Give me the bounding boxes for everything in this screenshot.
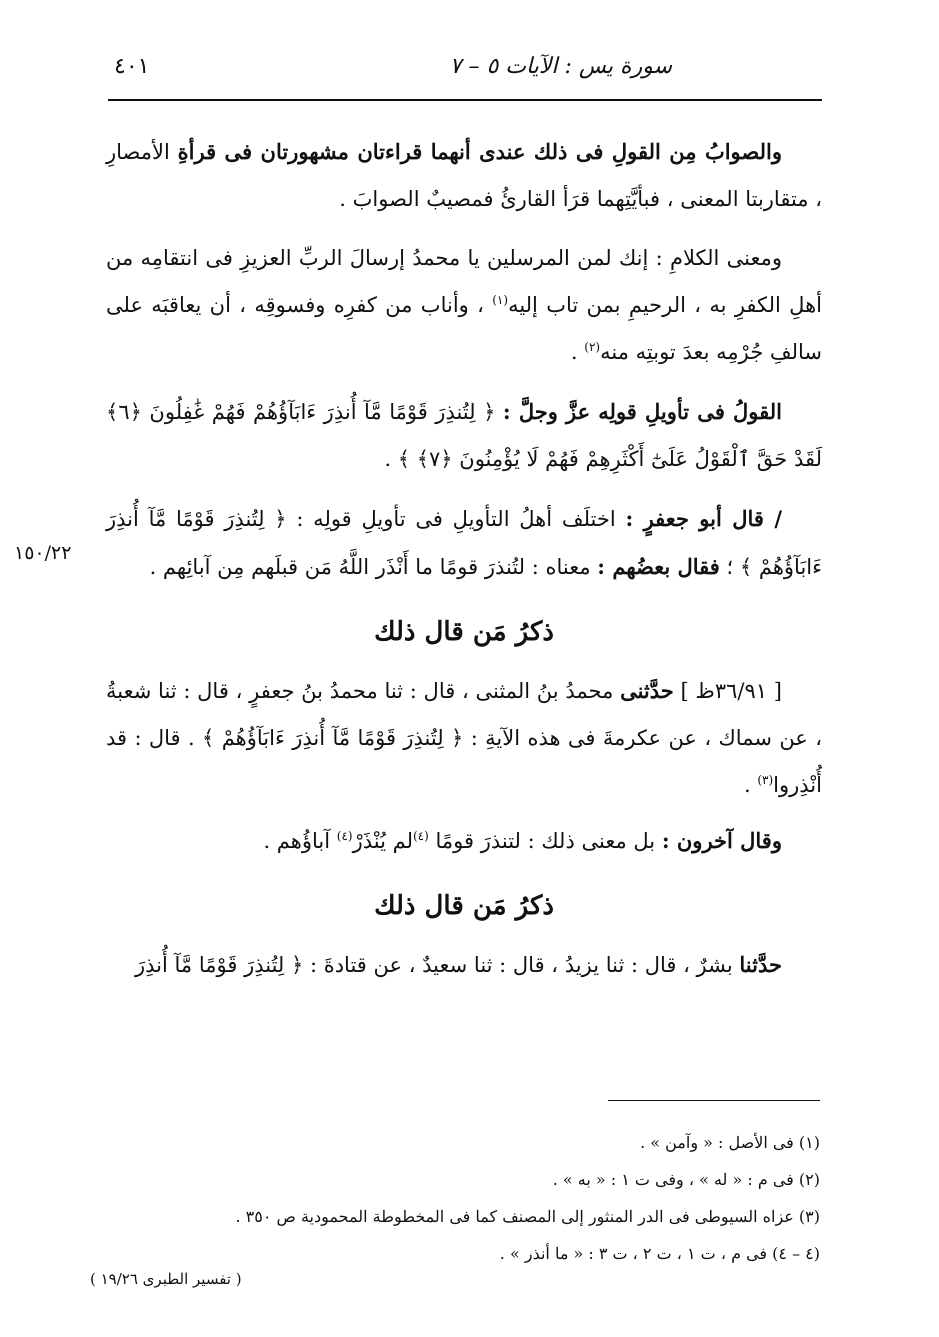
paragraph-4-lead2: فقال بعضُهم :	[597, 554, 720, 579]
narration-1-lead: حدَّثنى	[620, 678, 674, 703]
others-text: بل معنى ذلك : لتنذرَ قومًا	[428, 829, 662, 853]
running-title: سورة يس : الآيات ٥ – ٧	[449, 54, 672, 79]
page-number: ٤٠١	[114, 54, 150, 79]
paragraph-3-lead: القولُ فى تأويلِ قولِه عزَّ وجلَّ :	[502, 399, 782, 424]
narration-2-text: بشرٌ ، قال : ثنا يزيدُ ، قال : ثنا سعيدٌ ، عن قتادةَ : ﴿ لِتُنذِرَ قَوْمًا مَّآ أُنذِرَ	[135, 953, 740, 977]
narration-2	[106, 941, 822, 989]
margin-reference: ١٥٠/٢٢	[14, 542, 72, 564]
footnote-2: (٢) فى م : « له » ، وفى ت ١ : « به » .	[552, 1170, 820, 1189]
narration-1	[106, 667, 822, 809]
others-lead: وقال آخرون :	[661, 828, 782, 853]
footnote-ref-4a: (٤)	[412, 829, 429, 843]
section-heading-2: ذكرُ مَن قال ذلك	[374, 891, 554, 921]
narration-1-end: .	[743, 773, 758, 797]
manuscript-ref: [ ٣٦/٩١ظ ]	[680, 679, 782, 703]
paragraph-2-text-cont: ، وأناب من كفرِه وفسوقِه ، أن يعاقبَه على سالفِ جُرْمِه بعدَ توبتِه منه	[106, 293, 822, 364]
footnotes	[108, 1124, 820, 1272]
others-text-3: آباؤُهم .	[263, 829, 337, 853]
paragraph-1-text: الأمصارِ ، متقاربتا المعنى ، فبأيَّتِهما قرَأ القارئُ فمصيبٌ الصوابَ .	[106, 140, 822, 211]
narration-2-lead: حدَّثنا	[739, 952, 782, 977]
footnote-rule	[608, 1100, 820, 1101]
footnote-ref-1: (١)	[492, 293, 509, 307]
quran-verse: ﴿ لِتُنذِرَ قَوْمًا مَّآ أُنذِرَ ءَابَآؤُهُمْ فَهُمْ غَٰفِلُونَ ﴿٦﴾ لَقَدْ حَقَّ ٱلْقَوْلُ عَلَىٰٓ أَكْثَرِهِمْ فَهُمْ لَا يُؤْمِنُونَ ﴿٧﴾ ﴾ .	[106, 400, 822, 471]
footnote-ref-3: (٣)	[757, 773, 774, 787]
narration-1-text: محمدُ بنُ المثنى ، قال : ثنا محمدُ بنُ جعفرٍ ، قال : ثنا شعبةُ ، عن سماك ، عن عكرمةَ فى هذه الآيةِ : ﴿ لِتُنذِرَ قَوْمًا مَّآ أُنذِرَ ءَابَآؤُهُمْ ﴾ . قال : قد أُنْذِروا	[106, 679, 822, 797]
paragraph-1-lead: والصوابُ مِن القولِ فى ذلك عندى أنهما قراءتان مشهورتان فى قرأةِ	[177, 139, 782, 164]
header-rule	[108, 99, 822, 101]
paragraph-4-text2: معناه : لتُنذرَ قومًا ما أَنْذَر اللَّهُ مَن قبلَهم مِن آبائِهم .	[149, 555, 598, 579]
footnote-ref-4b: (٤)	[336, 829, 353, 843]
paragraph-4-lead: / قال أبو جعفرٍ :	[625, 506, 782, 531]
paragraph-2-end: .	[570, 340, 585, 364]
page-header	[108, 52, 822, 98]
paragraph-2	[106, 235, 822, 376]
paragraph-4	[106, 495, 822, 591]
paragraph-4-text: اختلَف أهلُ التأويلِ فى تأويلِ قولِه : ﴿ لِتُنذِرَ قَوْمًا مَّآ أُنذِرَ ءَابَآؤُهُمْ ﴾ ؛	[106, 507, 822, 579]
paragraph-1	[106, 128, 822, 223]
series-label: ( تفسير الطبرى ١٩/٢٦ )	[90, 1270, 242, 1288]
main-text	[106, 128, 822, 997]
footnote-ref-2: (٢)	[584, 340, 601, 354]
footnote-3: (٣) عزاه السيوطى فى الدر المنثور إلى المصنف كما فى المخطوطة المحمودية ص ٣٥٠ .	[235, 1207, 820, 1226]
footnote-4: (٤ – ٤) فى م ، ت ١ ، ت ٢ ، ت ٣ : « ما أنذر » .	[499, 1244, 820, 1263]
others-text-2: لم يُنْذَرْ	[352, 829, 413, 853]
footnote-1: (١) فى الأصل : « وآمن » .	[640, 1133, 820, 1152]
others-paragraph	[106, 817, 822, 865]
paragraph-2-text: ومعنى الكلامِ : إنك لمن المرسلين يا محمدُ إرسالَ الربِّ العزيزِ فى انتقامِه من أهلِ الكفرِ به ، الرحيمِ بمن تاب إليه	[106, 246, 822, 317]
section-heading-1: ذكرُ مَن قال ذلك	[374, 617, 554, 647]
paragraph-3	[106, 388, 822, 483]
